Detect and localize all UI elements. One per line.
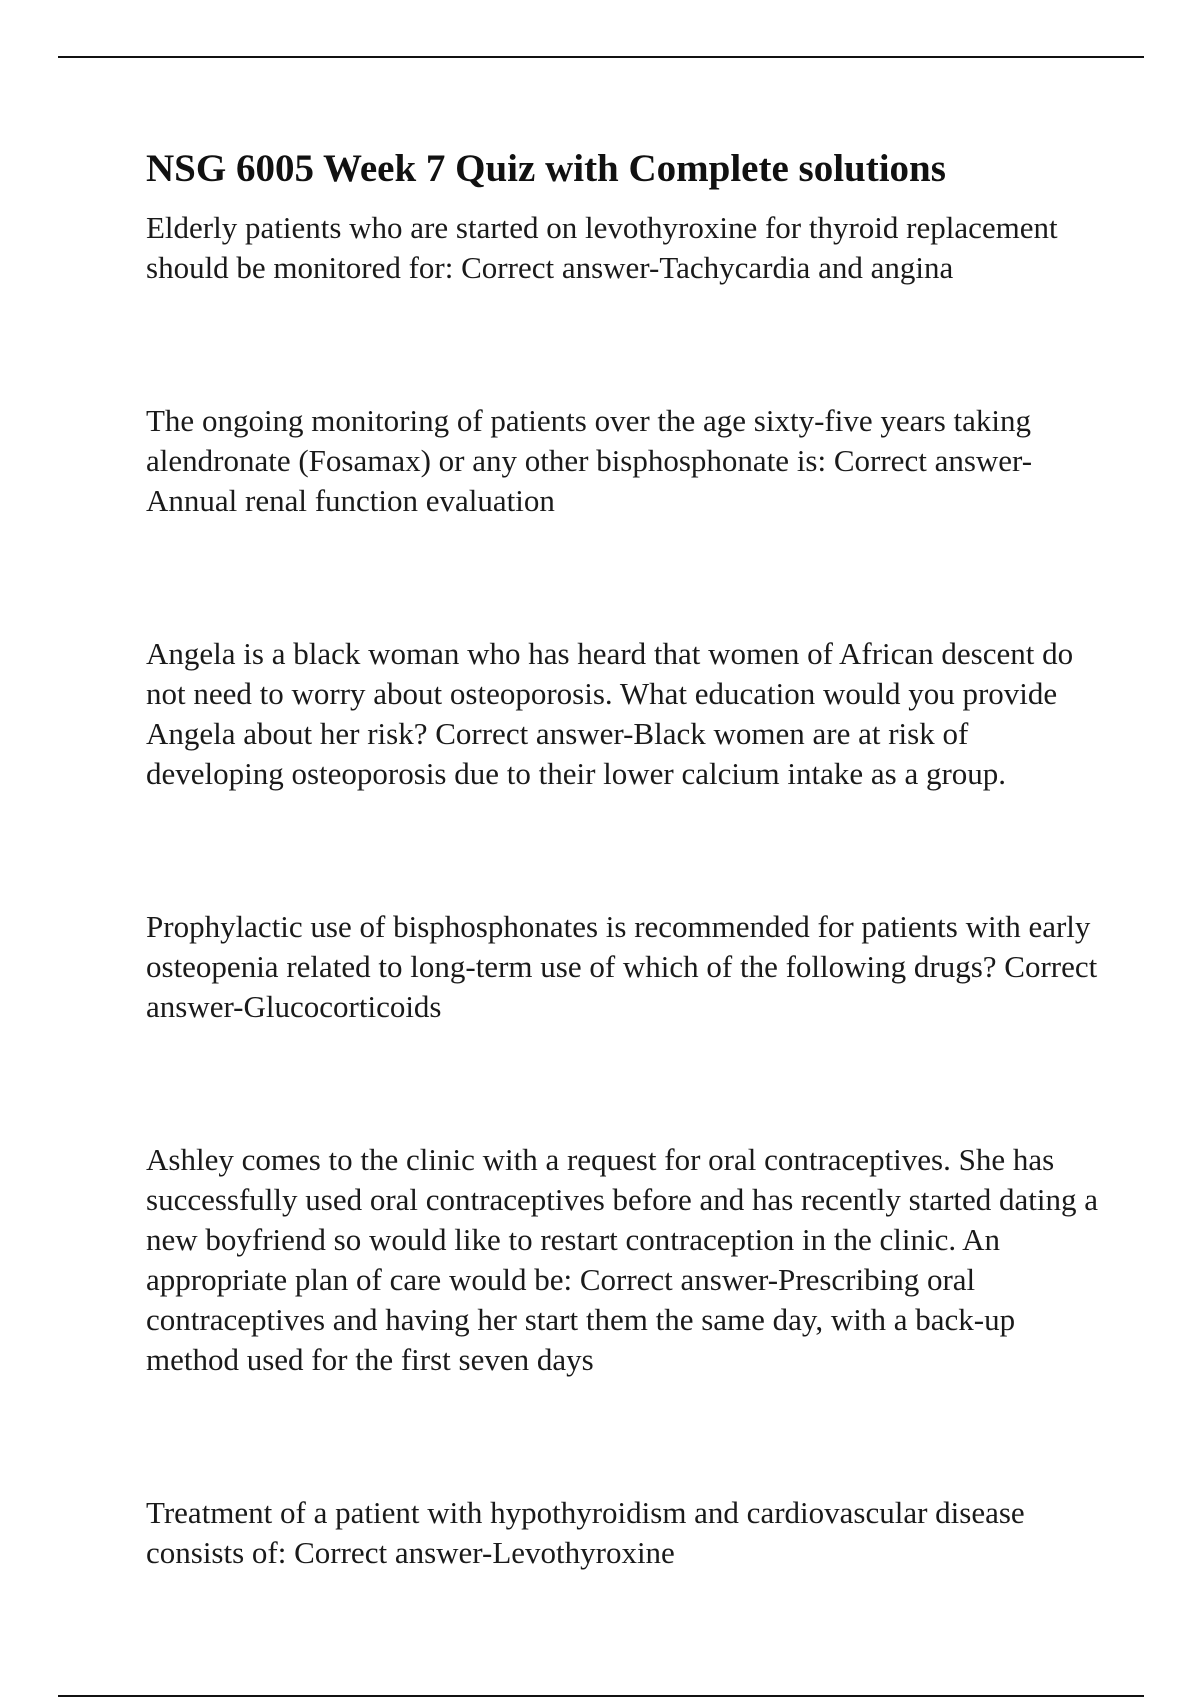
quiz-item-3: Angela is a black woman who has heard that women of African descent do not need to worry about osteoporosis. What education would you provide Angela about her risk? Correct answer-Black women are at risk of developing osteoporosis due to their lower calcium intake as a group. xyxy=(146,636,1074,791)
quiz-item-4: Prophylactic use of bisphosphonates is recommended for patients with early osteopenia related to long-term use of which of the following drugs? Correct answer-Glucocorticoids xyxy=(146,909,1098,1024)
quiz-item-1: Elderly patients who are started on levothyroxine for thyroid replacement should be monitored for: Correct answer-Tachycardia and angina xyxy=(146,210,1058,285)
top-rule xyxy=(58,56,1144,58)
quiz-item-2: The ongoing monitoring of patients over the age sixty-five years taking alendronate (Fosamax) or any other bisphosphonate is: Correct answer-Annual renal function evaluation xyxy=(146,403,1033,518)
quiz-item-5: Ashley comes to the clinic with a request for oral contraceptives. She has successfully used oral contraceptives before and has recently started dating a new boyfriend so would like to restart contraception in the clinic. An appropriate plan of care would be: Correct answer-Prescribing oral contraceptives and having her start them the same day, with a back-up method used for the first seven days xyxy=(146,1142,1099,1377)
page-title: NSG 6005 Week 7 Quiz with Complete solutions xyxy=(146,147,946,190)
document-body xyxy=(146,140,1106,1573)
quiz-item-6: Treatment of a patient with hypothyroidism and cardiovascular disease consists of: Correct answer-Levothyroxine xyxy=(146,1495,1025,1570)
bottom-rule xyxy=(58,1695,1144,1697)
